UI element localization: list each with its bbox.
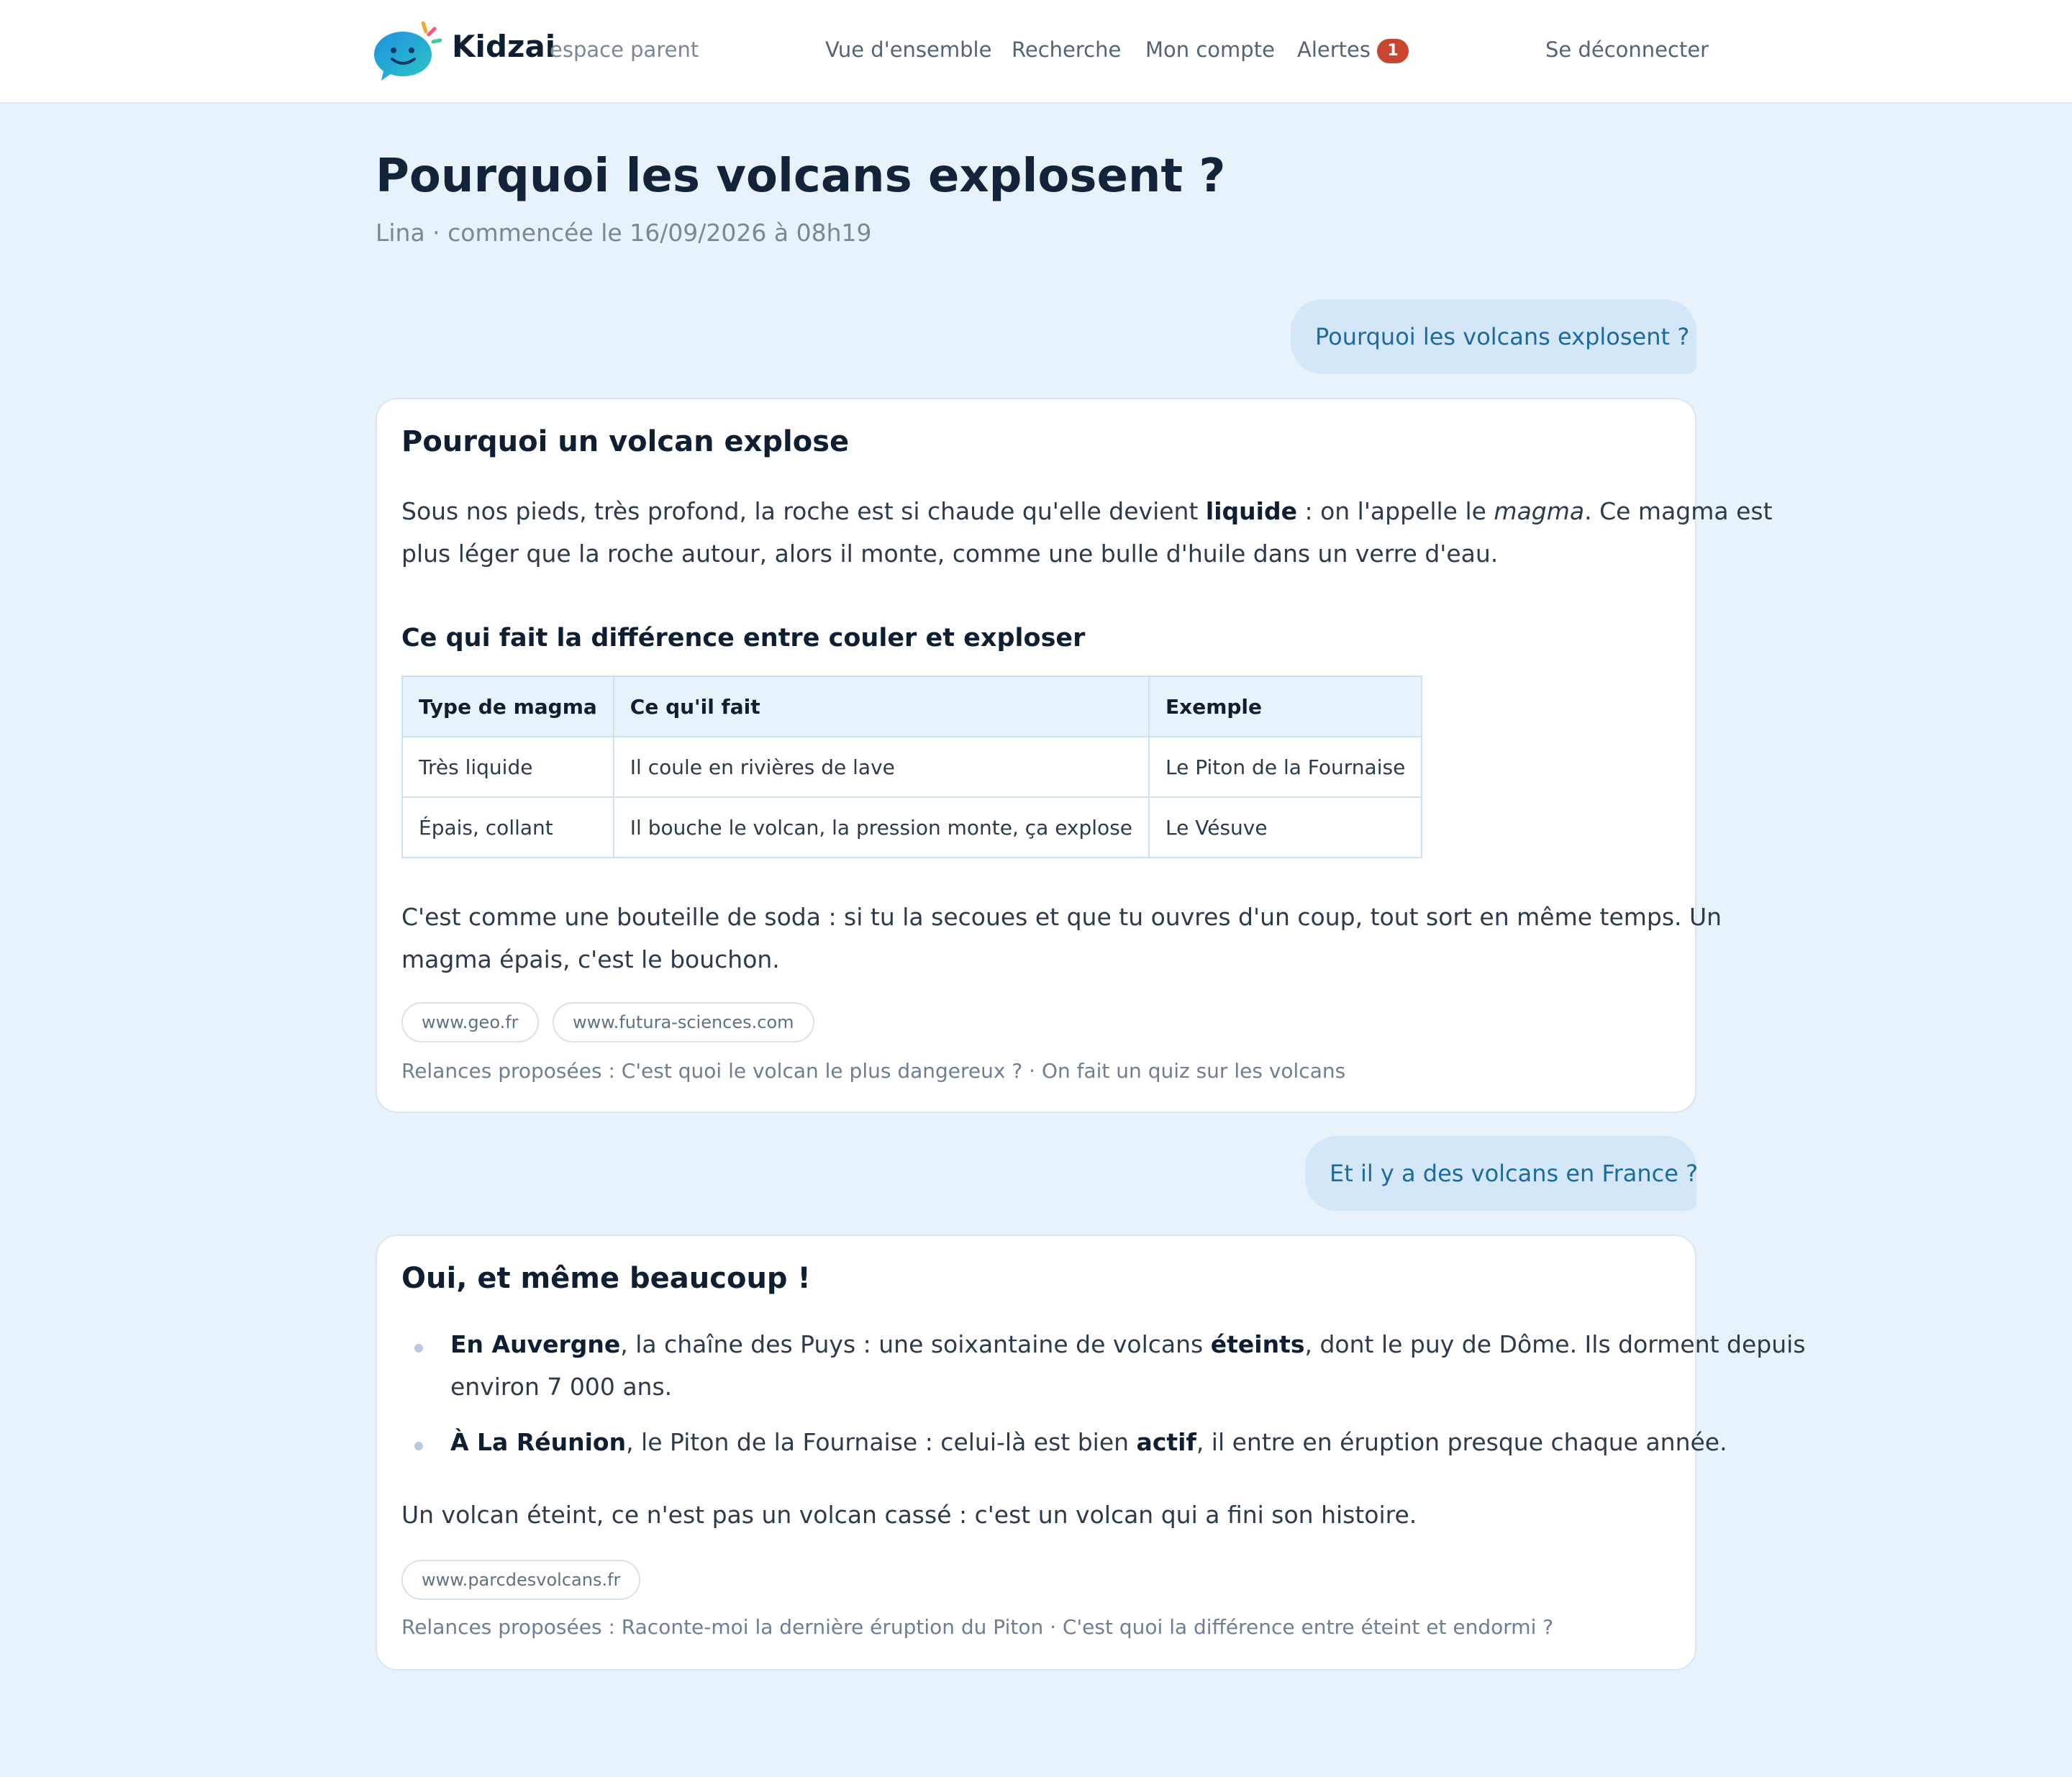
alerts-count-badge: 1	[1377, 39, 1409, 63]
user-message-bubble: Et il y a des volcans en France ?	[1305, 1136, 1696, 1211]
source-chip[interactable]: www.parcdesvolcans.fr	[401, 1560, 640, 1600]
suggested-followups	[401, 1615, 1553, 1639]
list-item: En Auvergne, la chaîne des Puys : une soixantaine de volcans éteints, dont le puy de Dôme. Ils dorment depuis	[450, 1330, 1806, 1358]
answer-heading: Oui, et même beaucoup !	[401, 1262, 811, 1295]
table-cell: Épais, collant	[402, 797, 614, 858]
source-chip[interactable]: www.futura-sciences.com	[553, 1002, 814, 1042]
followups-label: Relances proposées :	[401, 1615, 622, 1639]
followup-link[interactable]: C'est quoi la différence entre éteint et endormi ?	[1062, 1615, 1554, 1639]
table-header-cell: Ce qu'il fait	[614, 676, 1149, 737]
nav-overview[interactable]: Vue d'ensemble	[825, 37, 992, 62]
followups-label: Relances proposées :	[401, 1059, 622, 1083]
magma-table	[401, 676, 1422, 858]
table-header-cell: Type de magma	[402, 676, 614, 737]
answer-subheading: Ce qui fait la différence entre couler et exploser	[401, 624, 1086, 653]
nav-search[interactable]: Recherche	[1012, 37, 1122, 62]
top-header	[0, 0, 2072, 104]
answer-paragraph-line: Un volcan éteint, ce n'est pas un volcan cassé : c'est un volcan qui a fini son histoire.	[401, 1501, 1417, 1529]
table-cell: Très liquide	[402, 737, 614, 797]
followup-separator: ·	[1043, 1615, 1063, 1639]
followup-separator: ·	[1022, 1059, 1042, 1083]
brand-subtitle: espace parent	[550, 37, 699, 62]
list-item-continuation: environ 7 000 ans.	[450, 1373, 673, 1401]
logout-link[interactable]: Se déconnecter	[1545, 37, 1709, 62]
answer-paragraph-line: plus léger que la roche autour, alors il monte, comme une bulle d'huile dans un verre d'eau.	[401, 540, 1499, 568]
bullet-dot	[414, 1344, 423, 1353]
answer-heading: Pourquoi un volcan explose	[401, 425, 850, 458]
followup-link[interactable]: Raconte-moi la dernière éruption du Piton	[621, 1615, 1044, 1639]
conversation-meta: Lina · commencée le 16/09/2026 à 08h19	[376, 219, 872, 247]
table-header-cell: Exemple	[1149, 676, 1422, 737]
table-cell: Il bouche le volcan, la pression monte, ça explose	[614, 797, 1149, 858]
answer-card	[376, 398, 1773, 1113]
table-cell: Il coule en rivières de lave	[614, 737, 1149, 797]
answer-paragraph-line: magma épais, c'est le bouchon.	[401, 945, 780, 973]
table-cell: Le Vésuve	[1149, 797, 1422, 858]
bullet-dot	[414, 1442, 423, 1450]
table-row	[402, 737, 1422, 797]
table-row	[402, 797, 1422, 858]
source-chip[interactable]: www.geo.fr	[401, 1002, 539, 1042]
nav-alerts[interactable]: Alertes	[1297, 37, 1371, 62]
page-title: Pourquoi les volcans explosent ?	[376, 150, 1226, 203]
list-item: À La Réunion, le Piton de la Fournaise : celui-là est bien actif, il entre en éruption presque chaque année.	[450, 1428, 1727, 1456]
answer-card	[376, 1235, 1806, 1671]
smiling-chat-bubble-icon[interactable]	[374, 22, 442, 82]
user-message-bubble: Pourquoi les volcans explosent ?	[1291, 299, 1696, 374]
brand-name[interactable]: Kidzai	[452, 29, 556, 64]
table-header-row	[402, 676, 1422, 737]
followup-link[interactable]: On fait un quiz sur les volcans	[1041, 1059, 1346, 1083]
answer-paragraph-line: C'est comme une bouteille de soda : si tu la secoues et que tu ouvres d'un coup, tout sort en même temps. Un	[401, 903, 1722, 931]
followup-link[interactable]: C'est quoi le volcan le plus dangereux ?	[621, 1059, 1023, 1083]
suggested-followups	[401, 1059, 1345, 1083]
answer-paragraph-line: Sous nos pieds, très profond, la roche est si chaude qu'elle devient liquide : on l'appelle le magma. Ce magma est	[401, 497, 1773, 525]
nav-account[interactable]: Mon compte	[1145, 37, 1275, 62]
table-cell: Le Piton de la Fournaise	[1149, 737, 1422, 797]
